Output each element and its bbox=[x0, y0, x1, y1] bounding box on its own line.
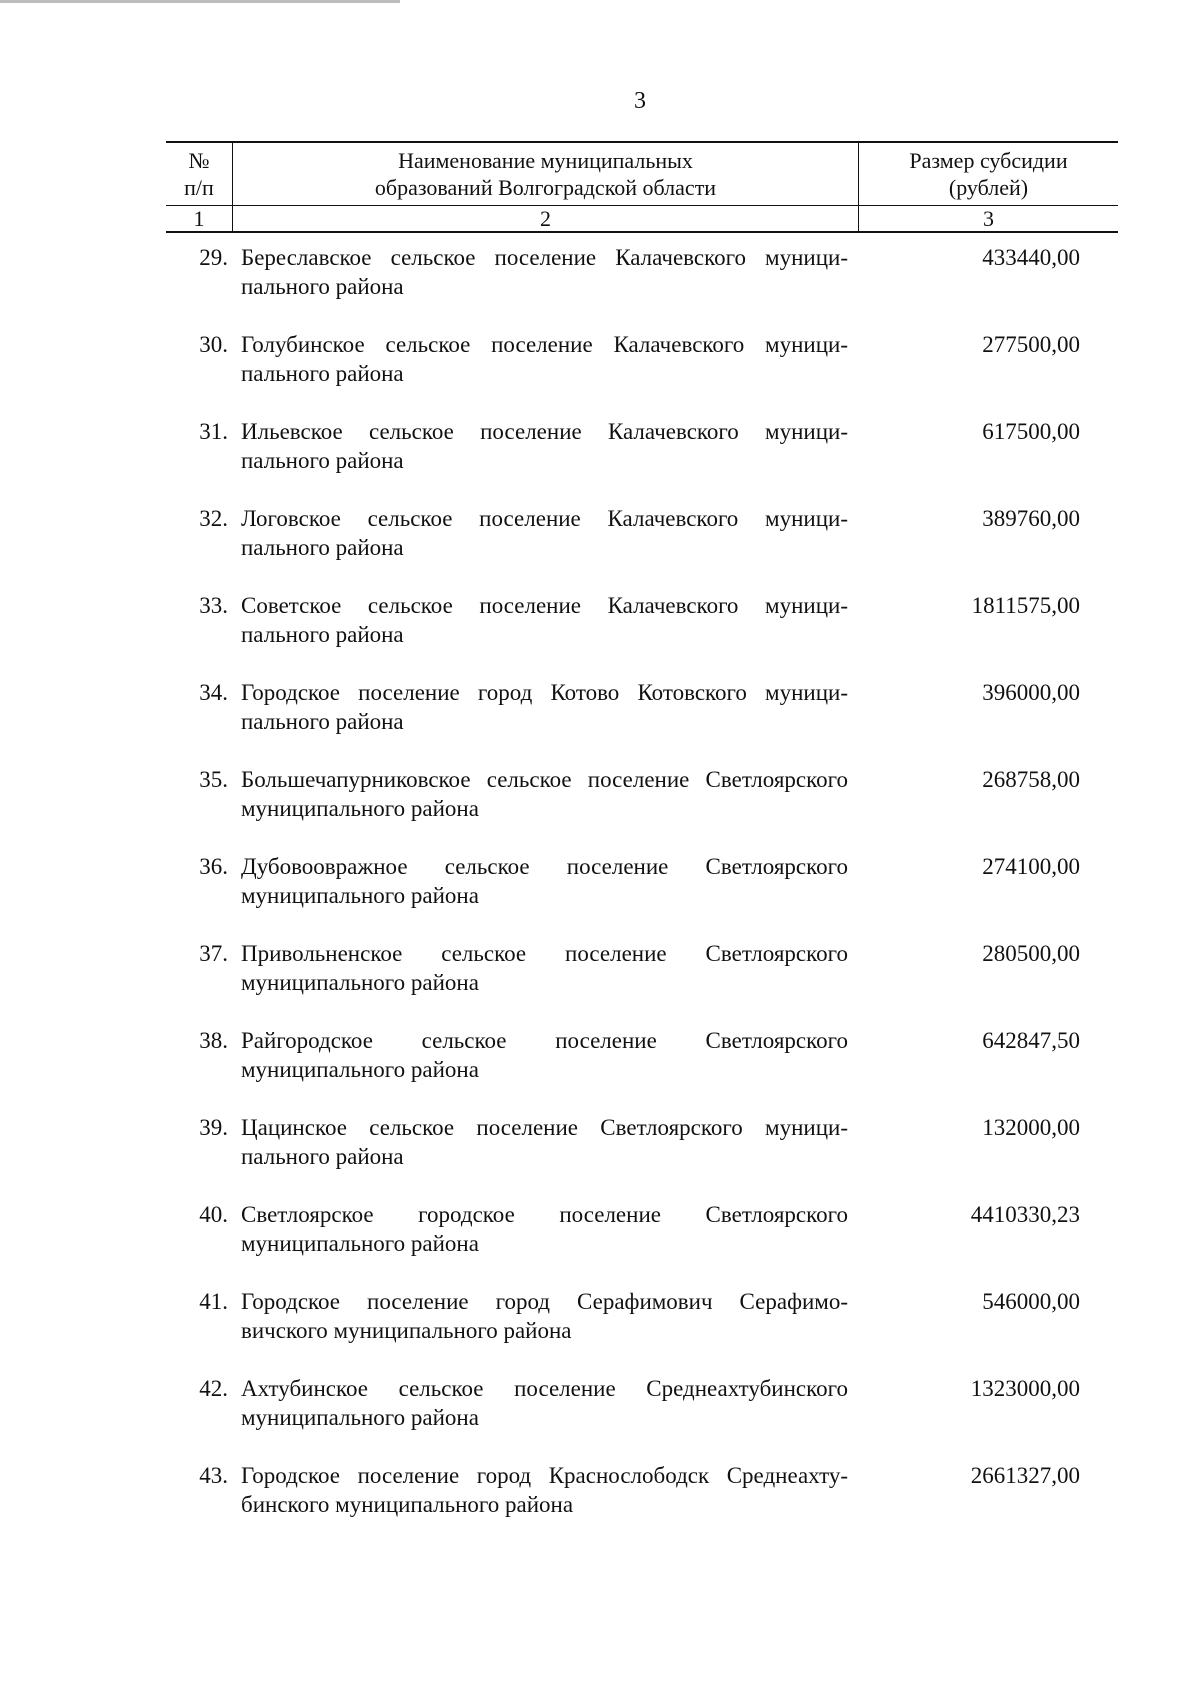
row-amount: 1811575,00 bbox=[971, 593, 1080, 618]
table-row bbox=[0, 939, 1200, 1026]
row-name-line: Городское поселение город Котово Котовского муници- bbox=[241, 680, 848, 705]
row-name bbox=[241, 243, 848, 301]
table-row bbox=[0, 330, 1200, 417]
row-amount: 617500,00 bbox=[982, 419, 1080, 444]
row-amount: 280500,00 bbox=[982, 941, 1080, 966]
table-row bbox=[0, 1374, 1200, 1461]
row-name-line: муниципального района bbox=[241, 1231, 479, 1256]
header-name-column bbox=[233, 143, 858, 205]
row-number: 32. bbox=[199, 506, 228, 531]
row-name bbox=[241, 1200, 848, 1258]
row-name-line: Городское поселение город Серафимович Серафимо- bbox=[241, 1289, 848, 1314]
table-row bbox=[0, 1461, 1200, 1548]
row-name-line: пального района bbox=[241, 1144, 404, 1169]
row-name-line: Дубовоовражное сельское поселение Светлоярского bbox=[241, 854, 848, 879]
table-row bbox=[0, 417, 1200, 504]
row-name-line: пального района bbox=[241, 709, 404, 734]
header-number-line: п/п bbox=[184, 175, 214, 200]
row-name-line: пального района bbox=[241, 622, 404, 647]
row-name bbox=[241, 504, 848, 562]
row-number: 31. bbox=[199, 419, 228, 444]
row-number: 29. bbox=[199, 245, 228, 270]
row-name-line: пального района bbox=[241, 274, 404, 299]
row-name bbox=[241, 1026, 848, 1084]
row-number: 41. bbox=[199, 1289, 228, 1314]
table-row bbox=[0, 1287, 1200, 1374]
row-name bbox=[241, 1461, 848, 1519]
row-amount: 2661327,00 bbox=[970, 1463, 1080, 1488]
row-amount: 396000,00 bbox=[982, 680, 1080, 705]
row-number: 40. bbox=[199, 1202, 228, 1227]
row-name bbox=[241, 678, 848, 736]
header-name-line: образований Волгоградской области bbox=[374, 175, 717, 200]
row-amount: 132000,00 bbox=[982, 1115, 1080, 1140]
row-number: 33. bbox=[199, 593, 228, 618]
row-name bbox=[241, 852, 848, 910]
row-amount: 1323000,00 bbox=[970, 1376, 1080, 1401]
row-name bbox=[241, 330, 848, 388]
row-number: 36. bbox=[199, 854, 228, 879]
table-body bbox=[0, 243, 1200, 1548]
row-name-line: бинского муниципального района bbox=[241, 1492, 574, 1517]
row-name-line: Логовское сельское поселение Калачевского муници- bbox=[241, 506, 848, 531]
row-amount: 268758,00 bbox=[982, 767, 1080, 792]
row-amount: 546000,00 bbox=[982, 1289, 1080, 1314]
row-name-line: Городское поселение город Краснослободск Среднеахту- bbox=[241, 1463, 848, 1488]
row-name-line: Большечапурниковское сельское поселение Светлоярского bbox=[241, 767, 848, 792]
row-name-line: пального района bbox=[241, 448, 404, 473]
scan-edge-line bbox=[0, 0, 400, 3]
row-number: 42. bbox=[199, 1376, 228, 1401]
row-name-line: Цацинское сельское поселение Светлоярского муници- bbox=[241, 1115, 848, 1140]
column-number: 2 bbox=[540, 206, 551, 231]
row-name-line: муниципального района bbox=[241, 796, 479, 821]
row-name-line: муниципального района bbox=[241, 883, 479, 908]
row-name bbox=[241, 591, 848, 649]
row-name-line: муниципального района bbox=[241, 1405, 479, 1430]
row-name-line: Советское сельское поселение Калачевского муници- bbox=[241, 593, 848, 618]
row-number: 34. bbox=[199, 680, 228, 705]
row-amount: 433440,00 bbox=[982, 245, 1080, 270]
row-number: 30. bbox=[199, 332, 228, 357]
row-number: 35. bbox=[199, 767, 228, 792]
table-row bbox=[0, 243, 1200, 330]
row-name bbox=[241, 1113, 848, 1171]
column-number: 1 bbox=[193, 206, 205, 231]
row-number: 37. bbox=[199, 941, 228, 966]
table-row bbox=[0, 1026, 1200, 1113]
row-name bbox=[241, 417, 848, 475]
row-name-line: муниципального района bbox=[241, 1057, 479, 1082]
header-number-line: № bbox=[188, 148, 210, 173]
table-row bbox=[0, 591, 1200, 678]
row-name-line: Ильевское сельское поселение Калачевского муници- bbox=[241, 419, 848, 444]
row-name-line: Райгородское сельское поселение Светлоярского bbox=[241, 1028, 848, 1053]
table-row bbox=[0, 765, 1200, 852]
table-row bbox=[0, 504, 1200, 591]
row-amount: 274100,00 bbox=[982, 854, 1080, 879]
row-number: 38. bbox=[199, 1028, 228, 1053]
row-name-line: пального района bbox=[241, 361, 404, 386]
header-row bbox=[166, 143, 1118, 206]
header-amount-line: (рублей) bbox=[948, 175, 1029, 200]
row-name bbox=[241, 1287, 848, 1345]
header-name-line: Наименование муниципальных bbox=[398, 148, 693, 173]
row-name-line: Светлоярское городское поселение Светлоярского bbox=[241, 1202, 848, 1227]
header-amount-line: Размер субсидии bbox=[909, 148, 1068, 173]
header-amount-column bbox=[859, 143, 1118, 205]
row-name-line: муниципального района bbox=[241, 970, 479, 995]
row-name-line: пального района bbox=[241, 535, 404, 560]
row-name-line: вичского муниципального района bbox=[241, 1318, 572, 1343]
row-name bbox=[241, 765, 848, 823]
column-number: 3 bbox=[983, 206, 994, 231]
table-row bbox=[0, 852, 1200, 939]
row-name-line: Береславское сельское поселение Калачевского муници- bbox=[241, 245, 848, 270]
row-amount: 277500,00 bbox=[982, 332, 1080, 357]
table-row bbox=[0, 1113, 1200, 1200]
row-name bbox=[241, 1374, 848, 1432]
row-name-line: Привольненское сельское поселение Светлоярского bbox=[241, 941, 848, 966]
row-amount: 389760,00 bbox=[982, 506, 1080, 531]
row-name-line: Ахтубинское сельское поселение Среднеахтубинского bbox=[241, 1376, 848, 1401]
page-number: 3 bbox=[634, 88, 646, 114]
row-amount: 4410330,23 bbox=[970, 1202, 1080, 1227]
table-row bbox=[0, 678, 1200, 765]
column-number-row bbox=[166, 206, 1118, 231]
row-name bbox=[241, 939, 848, 997]
row-name-line: Голубинское сельское поселение Калачевского муници- bbox=[241, 332, 848, 357]
row-number: 39. bbox=[199, 1115, 228, 1140]
header-number-column bbox=[166, 143, 232, 205]
table-row bbox=[0, 1200, 1200, 1287]
table-header bbox=[166, 141, 1118, 233]
row-number: 43. bbox=[199, 1463, 228, 1488]
row-amount: 642847,50 bbox=[982, 1028, 1080, 1053]
